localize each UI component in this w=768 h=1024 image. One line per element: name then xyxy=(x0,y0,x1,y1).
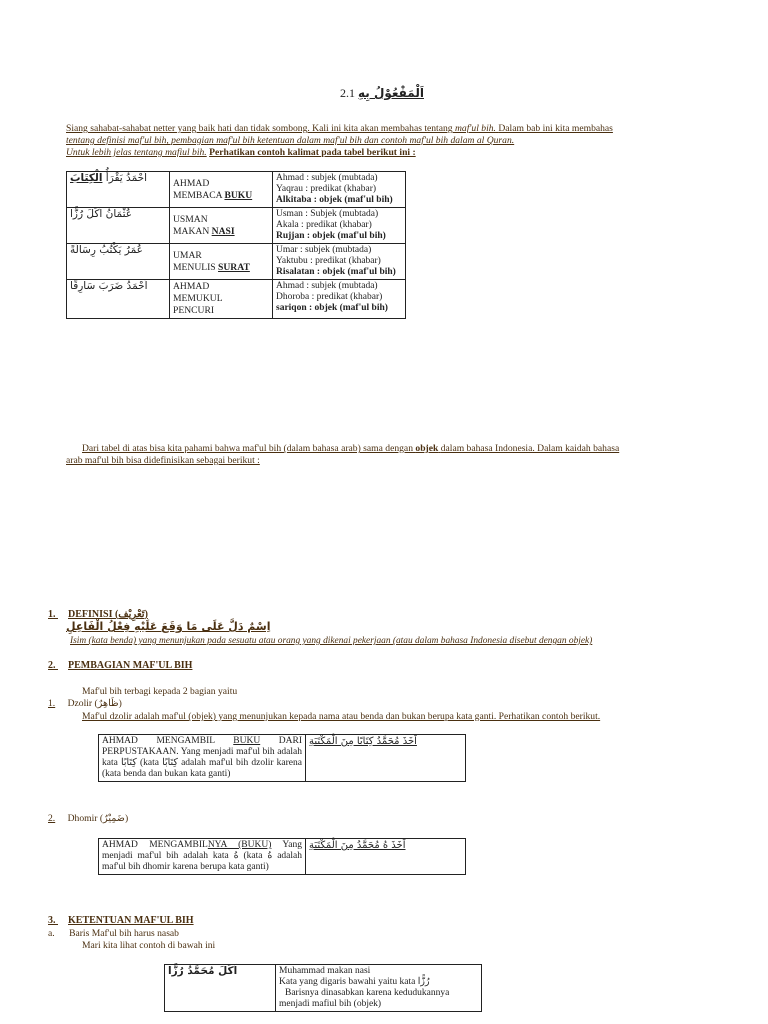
roles-cell: Umar : subjek (mubtada) Yaktubu : predikat (khabar) Risalatan : objek (maf'ul bih) xyxy=(273,244,406,280)
definition-text: Isim (kata benda) yang menunjukan pada sesuatu atau orang yang dikenai pekerjaan (atau dalam bahasa Indonesia disebut dengan objek) xyxy=(70,636,593,646)
dzolir-example-box xyxy=(98,734,466,782)
nasab-box-text: Muhammad makan nasi Kata yang digaris bawahi yaitu kata رُزًّا Barisnya dinasabkan karena kedudukannya menjadi mafiul bih (objek) xyxy=(276,965,482,1012)
nasab-example-box xyxy=(164,964,482,1012)
pembagian-intro: Maf'ul bih terbagi kepada 2 bagian yaitu xyxy=(82,686,238,697)
title-number: 2.1 xyxy=(340,86,355,100)
intro-line-2: tentang definisi maf'ul bih, pembagian maf'ul bih ketentuan dalam maf'ul bih dan contoh maf'ul bih dalam al Quran. xyxy=(66,135,515,146)
arabic-cell: عُمَرُ يَكْتُبُ رِسَالَةً xyxy=(67,244,170,280)
indonesian-cell: AHMAD MEMBACA BUKU xyxy=(170,172,273,208)
section-3-heading: 3. KETENTUAN MAF'UL BIH xyxy=(48,915,194,926)
section-2-heading: 2. PEMBAGIAN MAF'UL BIH xyxy=(48,660,193,671)
dzolir-box-arabic: اَخَذَ مُحَمَّدُ كِتَابًا مِنَ الْمَكْتَبَةِ xyxy=(306,735,466,782)
dhomir-example-box xyxy=(98,838,466,875)
sub-dzolir: 1. Dzolir (ظَاهِرٌ) xyxy=(48,698,122,709)
section-1-heading: 1. DEFINISI (تَعْرِيْف) xyxy=(48,609,148,620)
dhomir-box-text: AHMAD MENGAMBILNYA (BUKU) Yang menjadi maf'ul bih adalah kata هُ (kata هُ adalah maf'ul bih dhomir karena berupa kata ganti) xyxy=(99,839,306,875)
arabic-cell: اَحْمَدُ ضَرَبَ سَارِقًا xyxy=(67,280,170,319)
intro-paragraph xyxy=(66,123,706,159)
table-row xyxy=(67,244,406,280)
title-arabic: اَلْمَفْعُوْلُ بِهِ xyxy=(358,86,424,100)
table-row xyxy=(67,172,406,208)
after-table-paragraph: Dari tabel di atas bisa kita pahami bahwa maf'ul bih (dalam bahasa arab) sama dengan objek dalam bahasa Indonesia. Dalam kaidah bahasa arab maf'ul bih bisa didefinisikan sebagai berikut : xyxy=(66,443,620,466)
intro-line-1: Siang sahabat-sahabat netter yang baik hati dan tidak sombong. Kali ini kita akan membahas tentang maf'ul bih. Dalam bab ini kita membahas xyxy=(66,123,613,134)
example-table xyxy=(66,171,406,319)
roles-cell: Ahmad : subjek (mubtada) Yaqrau : predikat (khabar) Alkitaba : objek (maf'ul bih) xyxy=(273,172,406,208)
roles-cell: Ahmad : subjek (mubtada) Dhoroba : predikat (khabar) sariqon : objek (maf'ul bih) xyxy=(273,280,406,319)
arabic-cell: عُثْمَانُ اَكَلَ رُزًّا xyxy=(67,208,170,244)
table-row xyxy=(67,280,406,319)
page-title xyxy=(340,86,424,101)
roles-cell: Usman : Subjek (mubtada) Akala : predikat (khabar) Rujjan : objek (maf'ul bih) xyxy=(273,208,406,244)
arabic-cell: اَحْمَدُ يَقْرَأُ الْكِتَابَ xyxy=(67,172,170,208)
indonesian-cell: UMAR MENULIS SURAT xyxy=(170,244,273,280)
dhomir-box-arabic: اَخَذَ هُ مُحَمَّدُ مِنَ الْمَكْتَبَةِ xyxy=(306,839,466,875)
sub-dhomir: 2. Dhomir (ضَمِيْرٌ) xyxy=(48,813,129,824)
sub-a-text: Mari kita lihat contoh di bawah ini xyxy=(82,940,216,951)
nasab-box-arabic: اَكَلَ مُحَمَّدُ رُزًّا xyxy=(165,965,276,1012)
indonesian-cell: USMAN MAKAN NASI xyxy=(170,208,273,244)
intro-line-3: Untuk lebih jelas tentang mafiul bih. Perhatikan contoh kalimat pada tabel berikut ini : xyxy=(66,147,416,158)
definition-arabic: اِسْمٌ دَلَّ عَلَى مَا وَقَعَ عَلَيْهِ فِعْلُ الْفَاعِلِ xyxy=(66,620,271,633)
dzolir-text: Maf'ul dzolir adalah maf'ul (objek) yang menunjukan kepada nama atau benda dan bukan berupa kata ganti. Perhatikan contoh berikut. xyxy=(82,711,601,722)
indonesian-cell: AHMAD MEMUKUL PENCURI xyxy=(170,280,273,319)
table-row xyxy=(67,208,406,244)
dzolir-box-text: AHMAD MENGAMBIL BUKU DARI PERPUSTAKAAN. Yang menjadi maf'ul bih adalah kata كِتَابًا (kata كِتَابًا adalah maf'ul bih dzolir karena (kata benda dan bukan kata ganti) xyxy=(99,735,306,782)
sub-a: a. Baris Maf'ul bih harus nasab xyxy=(48,928,179,939)
